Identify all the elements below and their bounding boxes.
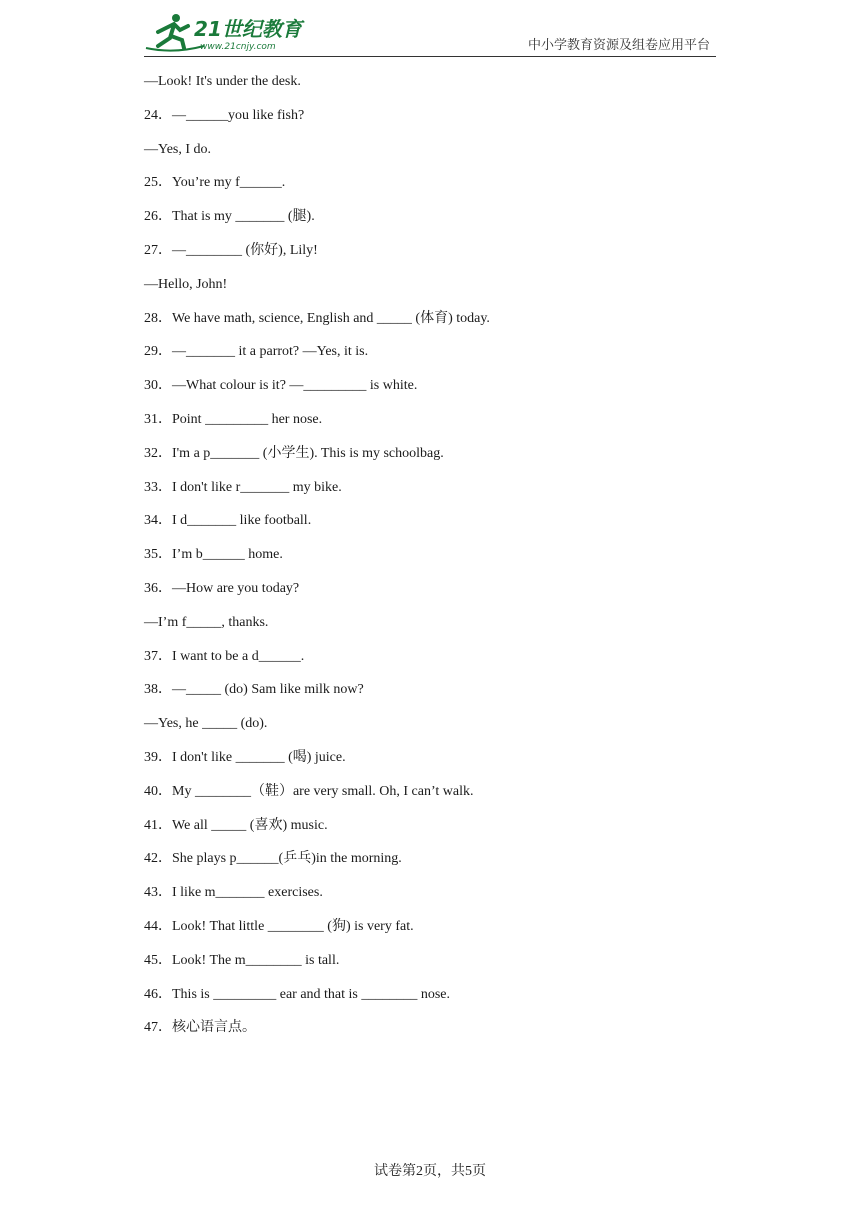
question-line: —Yes, he _____ (do).	[144, 716, 268, 732]
question-line: 30．—What colour is it? —_________ is white.	[144, 378, 418, 394]
question-list	[144, 72, 716, 1052]
logo-text: 21世纪教育	[194, 17, 302, 41]
question-line: —Yes, I do.	[144, 141, 212, 157]
logo-url-text: www.21cnjy.com	[200, 42, 276, 52]
page-footer: 试卷第2页，共5页	[374, 1164, 486, 1179]
question-line: 26．That is my _______ (腿).	[144, 209, 315, 225]
question-line: 33．I don't like r_______ my bike.	[144, 479, 342, 495]
question-line: —Hello, John!	[144, 276, 228, 292]
question-line: 32．I'm a p_______ (小学生). This is my schoolbag.	[144, 445, 444, 461]
question-line: 47．核心语言点。	[144, 1020, 256, 1036]
page-header	[144, 10, 716, 57]
question-line: 29．—_______ it a parrot? —Yes, it is.	[144, 344, 369, 360]
question-line: 34．I d_______ like football.	[144, 513, 312, 529]
question-line: 24．—______you like fish?	[144, 107, 305, 123]
question-line: 39．I don't like _______ (喝) juice.	[144, 749, 346, 765]
question-line: —Look! It's under the desk.	[144, 74, 301, 89]
question-line: 41．We all _____ (喜欢) music.	[144, 817, 328, 833]
question-line: 25．You’re my f______.	[144, 175, 286, 191]
question-line: 45．Look! The m________ is tall.	[144, 952, 340, 968]
question-line: 27．—________ (你好), Lily!	[144, 242, 318, 258]
question-line: 40．My ________（鞋）are very small. Oh, I can’t walk.	[144, 783, 474, 799]
question-line: 35．I’m b______ home.	[144, 547, 283, 563]
question-line: 36．—How are you today?	[144, 580, 300, 596]
site-logo	[144, 12, 314, 52]
question-line: 37．I want to be a d______.	[144, 648, 305, 664]
question-line: 31．Point _________ her nose.	[144, 411, 323, 427]
question-line: 46．This is _________ ear and that is ________ nose.	[144, 986, 451, 1002]
platform-name: 中小学教育资源及组卷应用平台	[527, 37, 710, 52]
question-line: 44．Look! That little ________ (狗) is very fat.	[144, 918, 414, 934]
question-line: 38．—_____ (do) Sam like milk now?	[144, 682, 364, 698]
question-line: —I’m f_____, thanks.	[144, 614, 269, 630]
question-line: 43．I like m_______ exercises.	[144, 885, 323, 901]
question-line: 42．She plays p______(乒乓)in the morning.	[144, 851, 402, 867]
question-line: 28．We have math, science, English and _____ (体育) today.	[144, 310, 490, 326]
